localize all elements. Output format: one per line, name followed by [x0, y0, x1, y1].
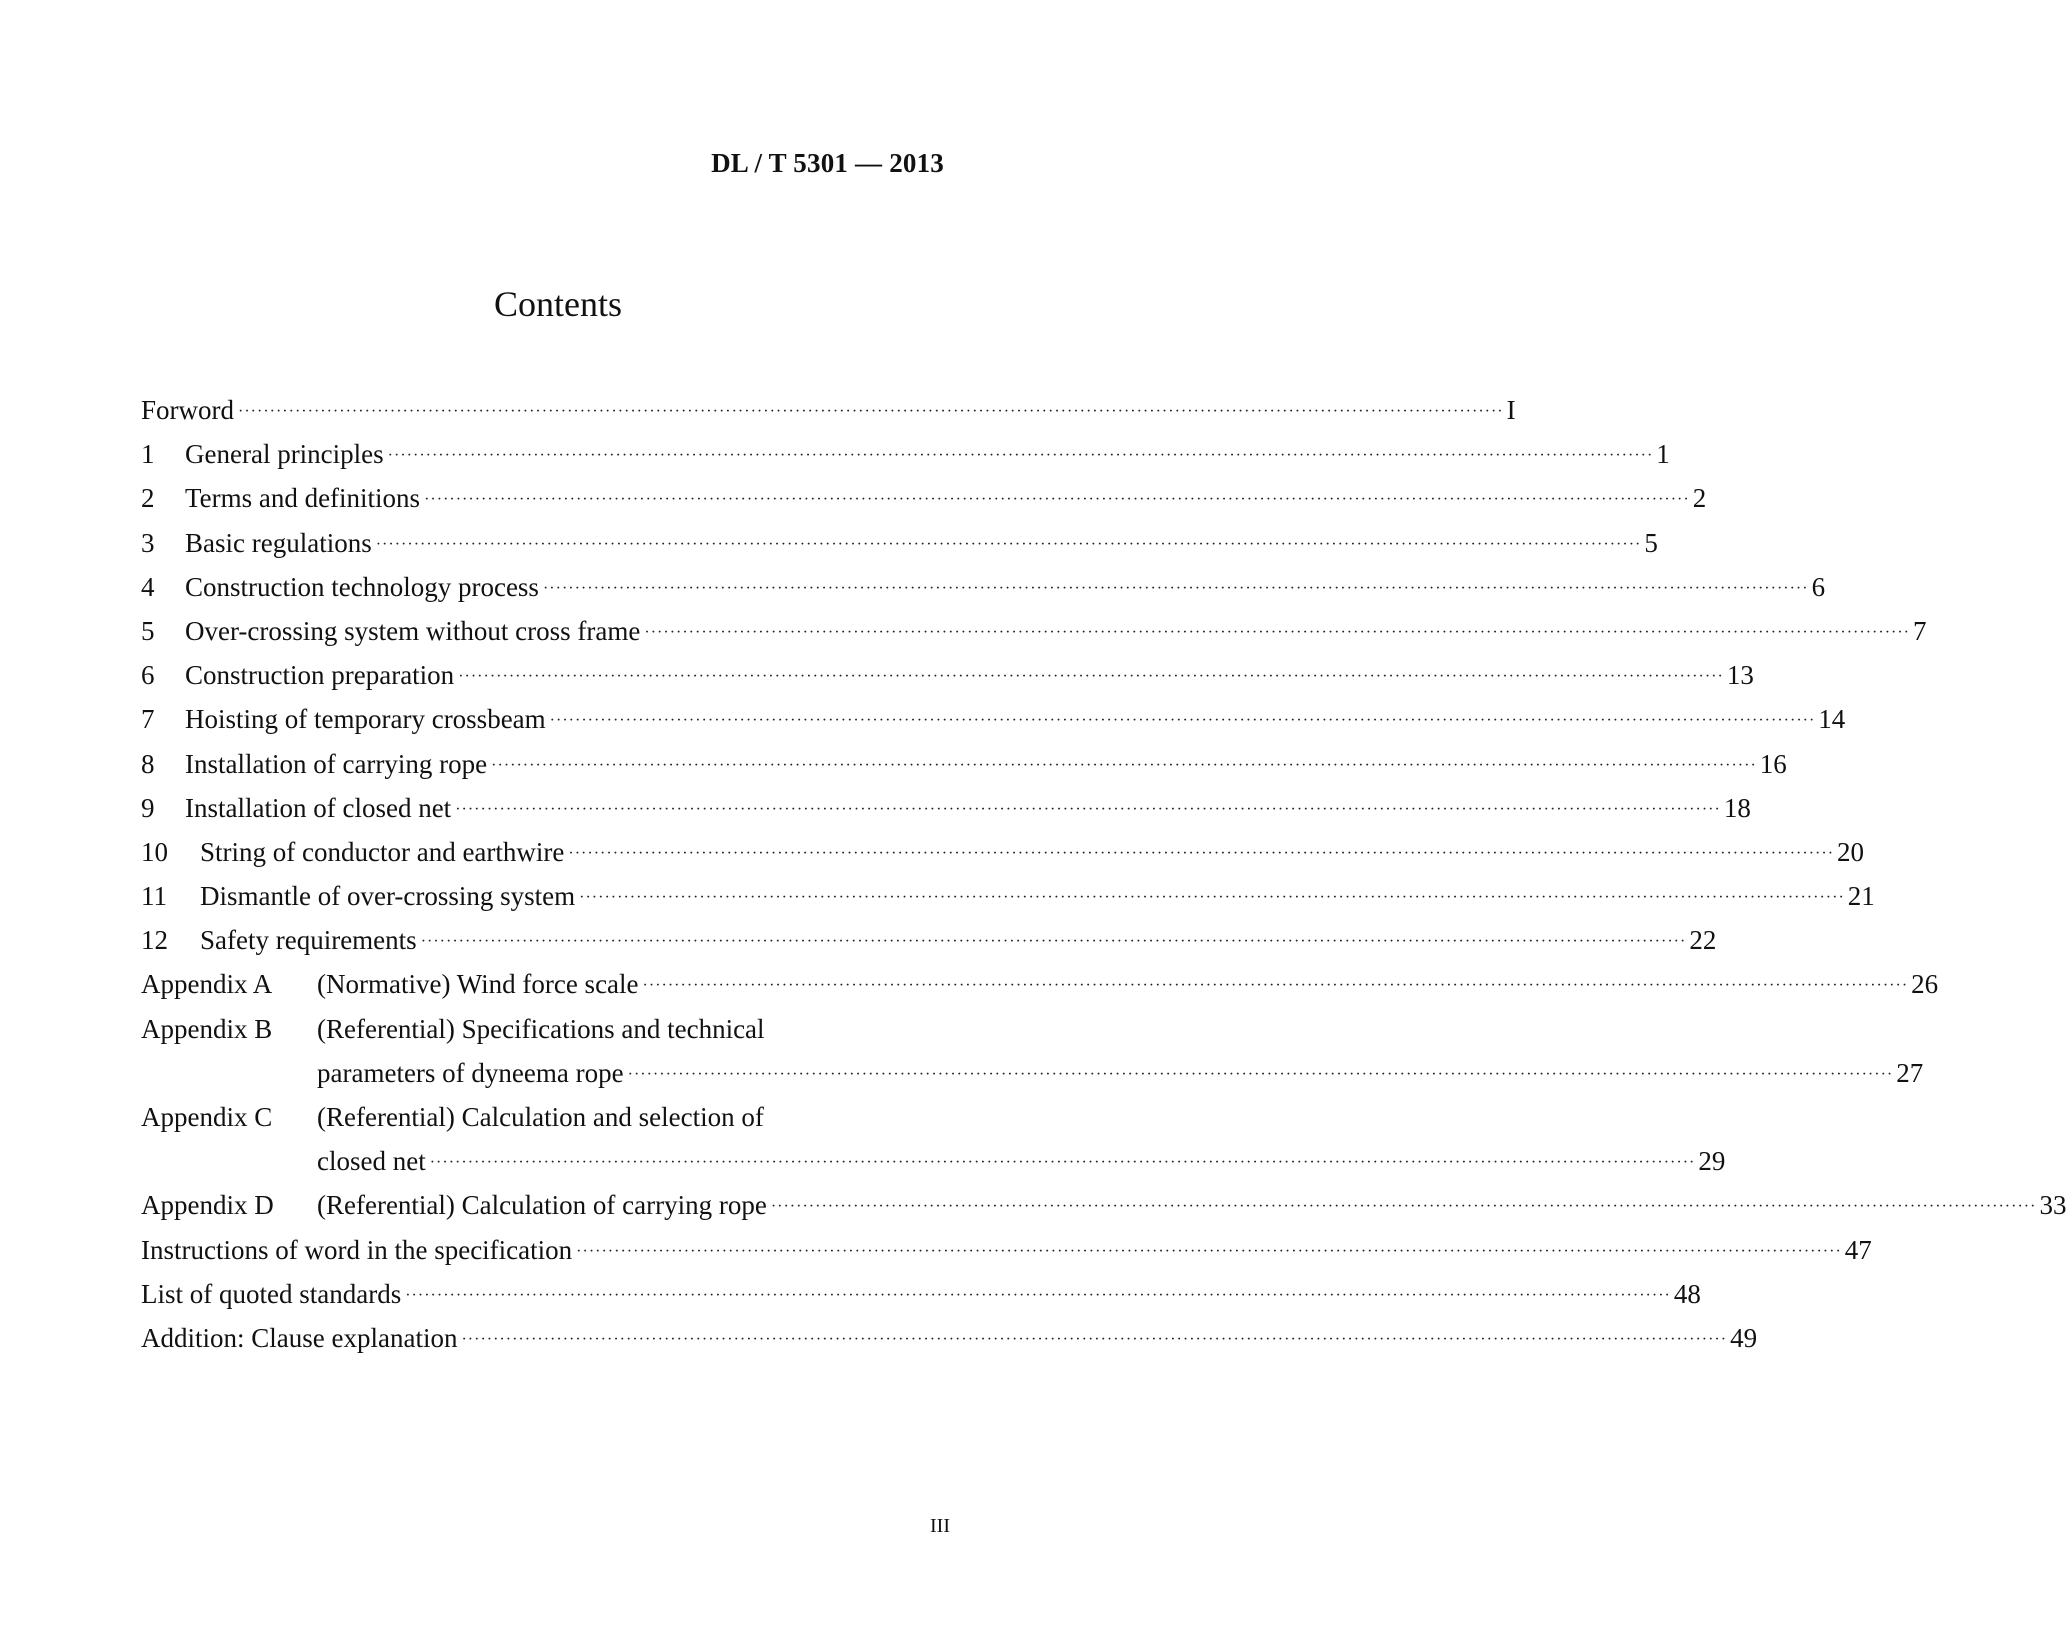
dot-leader: ········································································································································································································: [642, 977, 1909, 995]
toc-entry-page: 5: [1644, 527, 1658, 558]
dot-leader: ········································································································································································································: [576, 1242, 1842, 1260]
toc-entry-label: Terms and definitions: [185, 483, 421, 514]
toc-entry-page: 18: [1723, 792, 1751, 823]
chapter-number: 1: [141, 439, 155, 470]
dot-leader: ········································································································································································································: [238, 403, 1504, 420]
toc-entry-page: 27: [1896, 1057, 1924, 1088]
toc-entry-quoted-standards[interactable]: [141, 1278, 1701, 1323]
page-title: Contents: [493, 284, 622, 324]
toc-entry-appendix-d[interactable]: [141, 1190, 2066, 1234]
toc-entry-label: Basic regulations: [185, 527, 372, 558]
appendix-number: Appendix D: [141, 1190, 274, 1221]
toc-entry-label: Instructions of word in the specification: [141, 1234, 573, 1265]
toc-entry-label: Construction technology process: [185, 571, 539, 602]
toc-entry-clause-explanation[interactable]: [141, 1322, 1758, 1367]
chapter-number: 12: [141, 925, 168, 956]
dot-leader: ········································································································································································································: [405, 1286, 1671, 1304]
toc-entry-page: 7: [1913, 615, 1927, 646]
dot-leader: ········································································································································································································: [770, 1198, 2037, 1216]
toc-entry-chapter[interactable]: [141, 881, 1875, 925]
toc-entry-label: Construction preparation: [185, 660, 455, 691]
toc-entry-label: (Referential) Calculation of carrying rope: [317, 1190, 767, 1221]
chapter-number: 2: [141, 483, 155, 514]
toc-entry-chapter[interactable]: [141, 792, 1751, 837]
toc-entry-forword[interactable]: [141, 395, 1516, 439]
dot-leader: ········································································································································································································: [375, 535, 1642, 553]
dot-leader: ········································································································································································································: [549, 712, 1816, 730]
dot-leader: ········································································································································································································: [458, 668, 1724, 686]
toc-entry-page: 1: [1656, 439, 1670, 470]
chapter-number: 11: [141, 881, 167, 912]
dot-leader: ········································································································································································································: [387, 447, 1654, 465]
dot-leader: ········································································································································································································: [627, 1065, 1894, 1083]
chapter-number: 3: [141, 527, 155, 558]
dot-leader: ········································································································································································································: [579, 889, 1845, 907]
toc-entry-chapter[interactable]: [141, 615, 1927, 660]
standard-code: DL / T 5301 — 2013: [711, 148, 944, 178]
toc-entry-chapter[interactable]: [141, 571, 1826, 616]
appendix-number: Appendix B: [141, 1013, 273, 1044]
toc-entry-chapter[interactable]: [141, 527, 1658, 572]
toc-entry-instructions[interactable]: [141, 1234, 1872, 1279]
toc-entry-page: 49: [1730, 1322, 1758, 1353]
toc-entry-label: Installation of closed net: [185, 792, 452, 823]
toc-entry-chapter[interactable]: [141, 748, 1787, 793]
chapter-number: 5: [141, 615, 155, 646]
dot-leader: ········································································································································································································: [542, 579, 1809, 597]
toc-entry-page: 14: [1818, 704, 1846, 735]
toc-entry-appendix-b-cont[interactable]: [141, 1057, 1924, 1102]
toc-entry-page: 13: [1726, 660, 1754, 691]
chapter-number: 7: [141, 704, 155, 735]
toc-entry-chapter[interactable]: [141, 439, 1670, 483]
toc-entry-label: Over-crossing system without cross frame: [185, 615, 641, 646]
dot-leader: ········································································································································································································: [461, 1330, 1728, 1348]
toc-entry-chapter[interactable]: [141, 925, 1717, 969]
toc-entry-page: 20: [1837, 836, 1865, 867]
toc-entry-label: Safety requirements: [200, 925, 417, 956]
toc-entry-label: (Normative) Wind force scale: [317, 969, 639, 1000]
chapter-number: 6: [141, 660, 155, 691]
toc-entry-label-continued: parameters of dyneema rope: [317, 1057, 624, 1088]
toc-entry-appendix-a[interactable]: [141, 969, 1939, 1013]
toc-entry-page: 6: [1811, 571, 1826, 602]
toc-entry-page: 22: [1689, 925, 1717, 956]
toc-entry-label: Addition: Clause explanation: [141, 1322, 458, 1353]
chapter-number: 8: [141, 748, 155, 779]
toc-entry-label: Forword: [141, 395, 234, 425]
toc-entry-page: 33: [2039, 1190, 2066, 1221]
toc-entry-page: 16: [1759, 748, 1787, 779]
toc-entry-page: 48: [1673, 1278, 1701, 1309]
dot-leader: ········································································································································································································: [424, 491, 1690, 509]
toc-entry-label: Hoisting of temporary crossbeam: [185, 704, 546, 735]
toc-entry-appendix-c[interactable]: [141, 1102, 975, 1146]
toc-entry-page: 21: [1847, 881, 1875, 912]
toc-entry-page: 26: [1911, 969, 1939, 1000]
toc-entry-appendix-b[interactable]: [141, 1014, 975, 1058]
dot-leader: ········································································································································································································: [455, 800, 1721, 818]
toc-entry-page: 2: [1692, 483, 1707, 514]
toc-entry-label: List of quoted standards: [141, 1278, 402, 1309]
toc-entry-page: 47: [1844, 1234, 1872, 1265]
toc-entry-label-continued: closed net: [317, 1146, 426, 1177]
chapter-number: 4: [141, 571, 155, 602]
dot-leader: ········································································································································································································: [568, 844, 1835, 862]
toc-entry-label: Installation of carrying rope: [185, 748, 488, 779]
toc-entry-chapter[interactable]: [141, 660, 1754, 704]
toc-entry-label: Dismantle of over-crossing system: [200, 881, 576, 912]
appendix-number: Appendix C: [141, 1102, 273, 1132]
dot-leader: ········································································································································································································: [429, 1154, 1696, 1172]
toc-entry-label: (Referential) Specifications and technical: [317, 1013, 765, 1044]
toc-entry-page: I: [1506, 395, 1516, 425]
table-of-contents: [141, 395, 2066, 1367]
toc-entry-chapter[interactable]: [141, 483, 1707, 527]
toc-entry-chapter[interactable]: [141, 836, 1865, 881]
page-folio: III: [930, 1515, 950, 1537]
toc-entry-appendix-c-cont[interactable]: [141, 1146, 1726, 1190]
dot-leader: ········································································································································································································: [644, 623, 1910, 641]
dot-leader: ········································································································································································································: [420, 933, 1687, 951]
dot-leader: ········································································································································································································: [491, 756, 1757, 774]
toc-entry-label: String of conductor and earthwire: [200, 836, 565, 867]
toc-entry-chapter[interactable]: [141, 704, 1846, 748]
toc-entry-label: (Referential) Calculation and selection of: [317, 1102, 764, 1132]
appendix-number: Appendix A: [141, 969, 273, 1000]
toc-entry-page: 29: [1698, 1146, 1726, 1177]
chapter-number: 9: [141, 792, 155, 823]
toc-entry-label: General principles: [185, 439, 384, 470]
chapter-number: 10: [141, 836, 168, 867]
